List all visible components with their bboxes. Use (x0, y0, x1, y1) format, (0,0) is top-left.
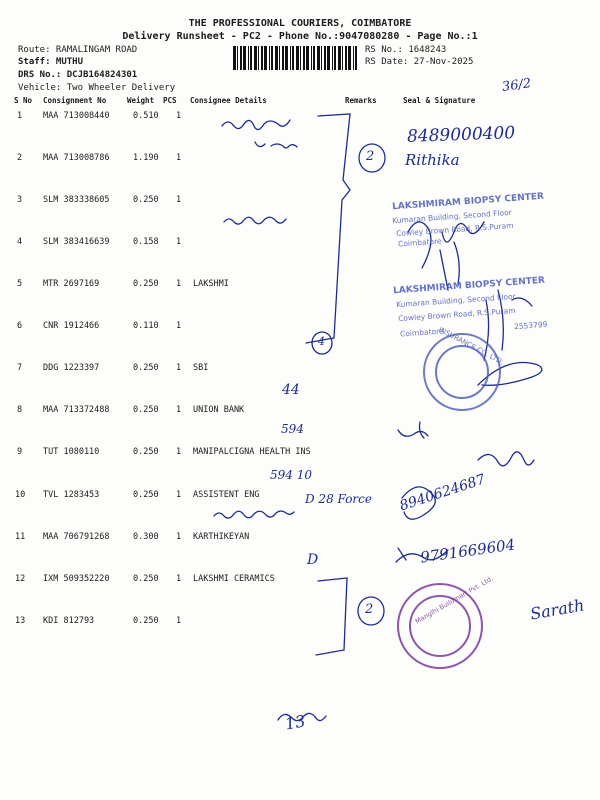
handwritten-count-c: 2 (365, 602, 374, 617)
stamp-biopsy-line-2b: Cowley Brown Road, R.S.Puram (397, 305, 516, 324)
row-weight: 0.250 (133, 447, 159, 457)
stamp-biopsy-city-1: Coimbatore (397, 236, 442, 249)
row-pcs: 1 (176, 616, 182, 626)
row-sno: 8 (17, 405, 23, 415)
row-consignment: MAA 706791268 (43, 532, 110, 542)
row-consignment: MTR 2697169 (43, 279, 100, 289)
page-note: 36/2 (501, 76, 533, 95)
row-pcs: 1 (176, 405, 182, 415)
row-sno: 6 (17, 321, 23, 331)
row-sno: 3 (17, 195, 23, 205)
handwritten-44: 44 (282, 382, 300, 398)
row-consignment: TVL 1283453 (43, 490, 100, 500)
row-consignment: IXM 509352220 (43, 574, 110, 584)
stamp-biopsy-title-2: LAKSHMIRAM BIOPSY CENTER (392, 275, 546, 297)
col-weight: Weight (127, 96, 155, 105)
row-consignee: UNION BANK (193, 405, 245, 415)
row-consignment: KDI 812793 (43, 616, 95, 626)
handwritten-phone-2: 8940624687 (397, 471, 488, 515)
rs-number: RS No.: 1648243 (365, 45, 447, 55)
row-consignee: ASSISTENT ENG (193, 490, 260, 500)
row-consignee: LAKSHMI (193, 279, 229, 289)
row-consignee: SBI (193, 363, 209, 373)
row-sno: 5 (17, 279, 23, 289)
stamp-biopsy-line-1b: Cowley Brown Road, R.S.Puram (395, 220, 514, 239)
row-pcs: 1 (176, 153, 182, 163)
row-sno: 13 (15, 616, 26, 626)
row-pcs: 1 (176, 574, 182, 584)
vehicle: Vehicle: Two Wheeler Delivery (18, 83, 176, 93)
col-remarks: Remarks (345, 96, 377, 105)
row-weight: 0.250 (133, 405, 159, 415)
insurance-seal-text: INSURANCE CO. LTD. (437, 325, 506, 367)
signature-sarath: Sarath (528, 595, 586, 624)
row-consignment: MAA 713008786 (43, 153, 110, 163)
buildmart-seal-text: Manglhi Buildmart Pvt. Ltd. (413, 574, 495, 626)
row-consignment: TUT 1080110 (43, 447, 100, 457)
handwritten-d-note: D (307, 552, 319, 568)
row-pcs: 1 (176, 363, 182, 373)
drs-number: DRS No.: DCJB164824301 (18, 70, 138, 80)
row-consignment: SLM 383338605 (43, 195, 110, 205)
row-sno: 11 (15, 532, 26, 542)
row-consignment: CNR 1912466 (43, 321, 100, 331)
col-pcs: PCS (163, 96, 177, 105)
rs-date: RS Date: 27-Nov-2025 (365, 57, 474, 67)
row-sno: 10 (15, 490, 26, 500)
row-consignment: MAA 713008440 (43, 111, 110, 121)
row-weight: 0.250 (133, 490, 159, 500)
row-weight: 0.250 (133, 363, 159, 373)
staff: Staff: MUTHU (18, 57, 84, 67)
row-sno: 9 (17, 447, 23, 457)
row-weight: 1.190 (133, 153, 159, 163)
route: Route: RAMALINGAM ROAD (18, 45, 138, 55)
handwritten-d28-force: D 28 Force (305, 492, 372, 506)
stamp-biopsy-line-1: Kumaran Building, Second Floor (391, 207, 513, 226)
row-consignee: MANIPALCIGNA HEALTH INS (193, 447, 311, 457)
row-weight: 0.510 (133, 111, 159, 121)
row-consignee: KARTHIKEYAN (193, 532, 250, 542)
handwritten-phone-1: 8489000400 (406, 123, 516, 147)
row-weight: 0.250 (133, 574, 159, 584)
row-consignee: LAKSHMI CERAMICS (193, 574, 275, 584)
col-consignee: Consignee Details (190, 96, 267, 105)
row-sno: 7 (17, 363, 23, 373)
stamp-biopsy-title-1: LAKSHMIRAM BIOPSY CENTER (391, 191, 545, 213)
row-pcs: 1 (176, 111, 182, 121)
handwritten-count-b: 4 (318, 335, 325, 348)
handwritten-594: 594 (281, 422, 304, 436)
row-pcs: 1 (176, 279, 182, 289)
stamp-biopsy-phone-2: 2553799 (513, 319, 548, 332)
col-seal: Seal & Signature (403, 96, 476, 105)
col-consignment: Consignment No (43, 96, 107, 105)
row-weight: 0.250 (133, 195, 159, 205)
row-weight: 0.158 (133, 237, 159, 247)
stamp-biopsy-line-2: Kumaran Building, Second Floor (395, 291, 517, 310)
row-sno: 2 (17, 153, 23, 163)
company-title: THE PROFESSIONAL COURIERS, COIMBATORE (188, 18, 412, 29)
handwritten-count-a: 2 (366, 149, 375, 164)
row-weight: 0.250 (133, 279, 159, 289)
row-weight: 0.300 (133, 532, 159, 542)
row-sno: 12 (15, 574, 26, 584)
row-consignment: MAA 713372488 (43, 405, 110, 415)
handwritten-13: 13 (283, 711, 307, 734)
row-pcs: 1 (176, 447, 182, 457)
stamp-biopsy-city-2: Coimbatore (399, 326, 444, 339)
row-pcs: 1 (176, 532, 182, 542)
row-consignment: DDG 1223397 (43, 363, 100, 373)
row-weight: 0.250 (133, 616, 159, 626)
row-pcs: 1 (176, 321, 182, 331)
runsheet-subtitle: Delivery Runsheet - PC2 - Phone No.:9047080280 - Page No.:1 (122, 31, 478, 42)
row-pcs: 1 (176, 490, 182, 500)
row-weight: 0.110 (133, 321, 159, 331)
handwritten-phone-3: 9791669604 (419, 535, 517, 567)
row-sno: 4 (17, 237, 23, 247)
handwritten-594-10: 594 10 (270, 468, 312, 482)
col-sno: S No (14, 96, 33, 105)
handwritten-name-1: Rithika (405, 151, 460, 169)
row-consignment: SLM 383416639 (43, 237, 110, 247)
row-sno: 1 (17, 111, 23, 121)
row-pcs: 1 (176, 195, 182, 205)
row-pcs: 1 (176, 237, 182, 247)
